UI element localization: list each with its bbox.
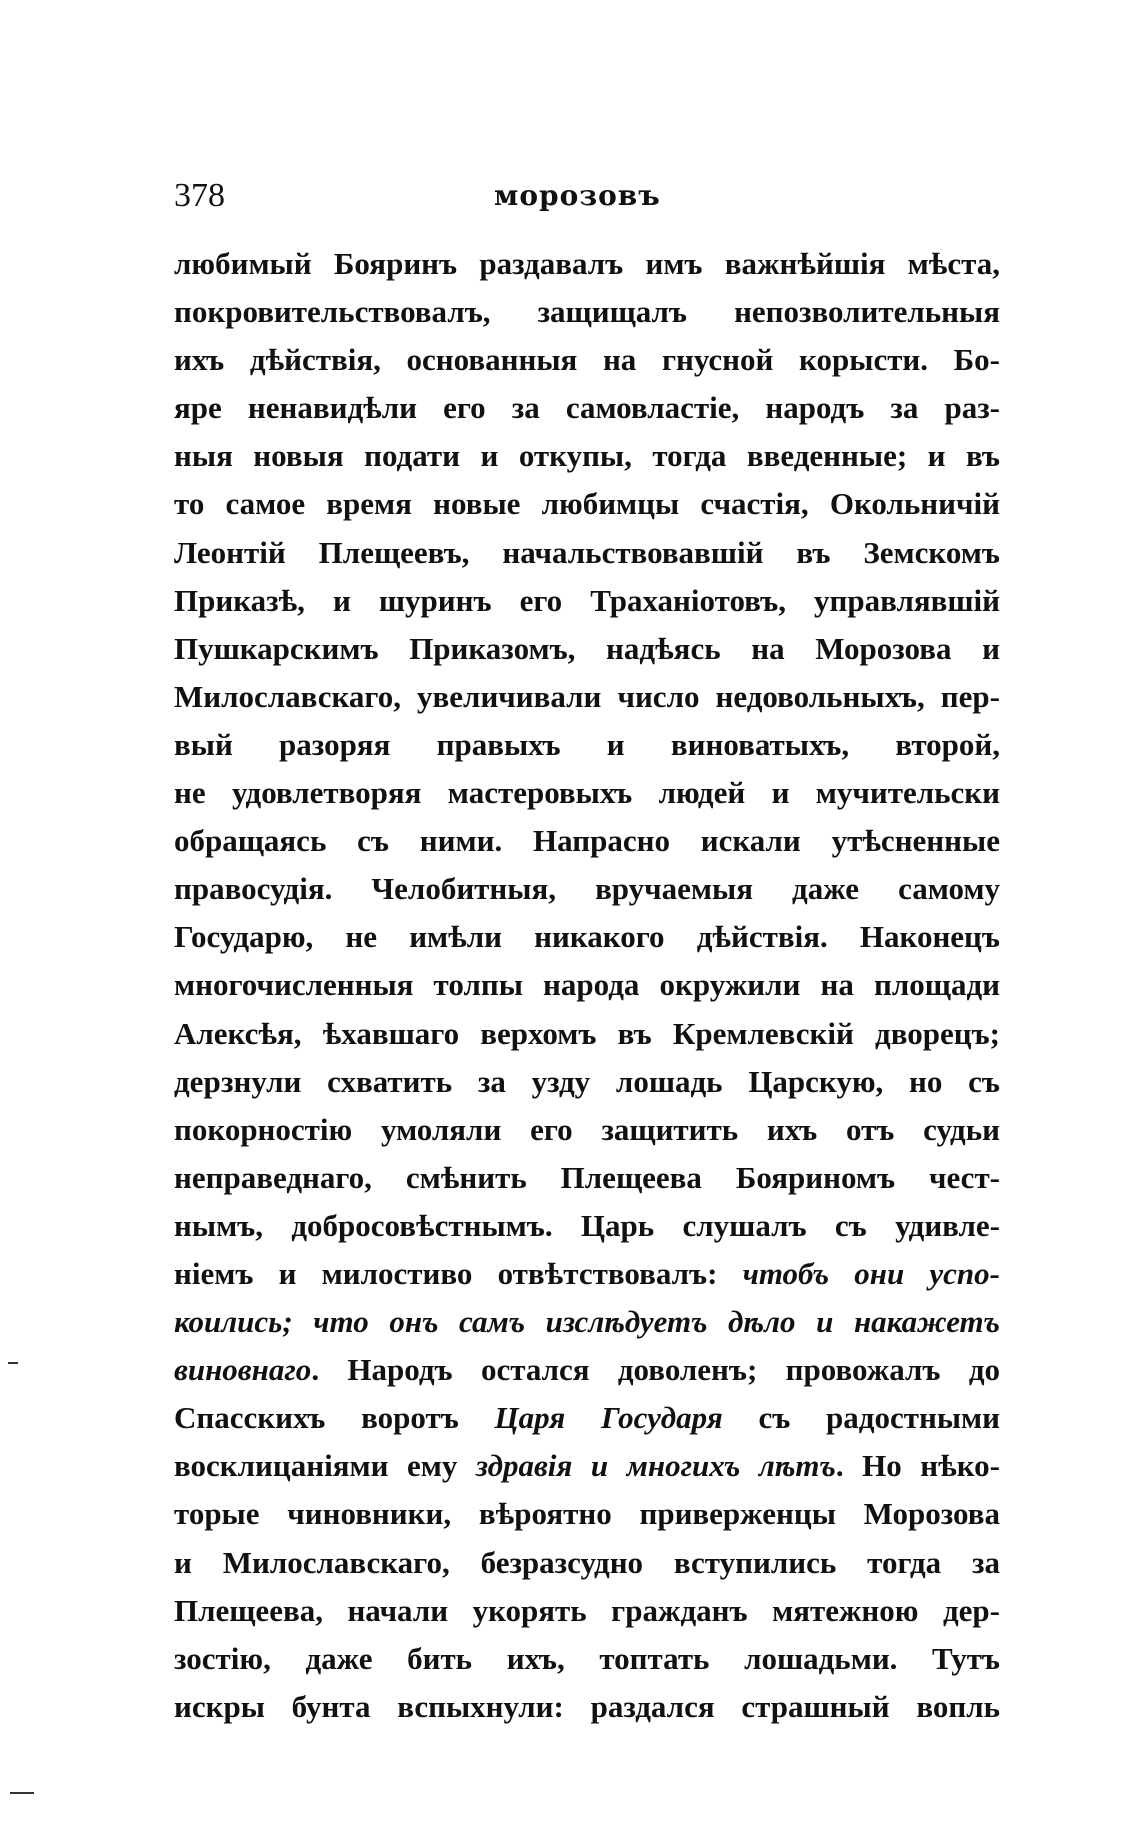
text-line [174, 1635, 1000, 1683]
text-segment: ніемъ и милостиво отвѣтствовалъ: [174, 1255, 743, 1291]
text-line [174, 1058, 1000, 1106]
italic-text: виновнаго [174, 1352, 312, 1388]
italic-text: коились; что онъ самъ изслѣдуетъ дѣло и накажетъ [174, 1304, 1000, 1340]
text-line [174, 336, 1000, 384]
text-line [174, 240, 1000, 288]
text-segment: восклицаніями ему [174, 1448, 476, 1484]
text-segment: съ радостными [722, 1400, 1000, 1436]
italic-text: чтобъ они успо- [742, 1255, 1000, 1291]
text-line [174, 480, 1000, 528]
text-line [174, 1298, 1000, 1346]
page-header [174, 176, 1000, 220]
italic-text: здравія и многихъ лѣтъ [475, 1448, 836, 1484]
text-segment: правосудія. Челобитныя, вручаемыя даже самому [174, 871, 1000, 907]
text-segment: Пушкарскимъ Приказомъ, надѣясь на Морозова и [174, 630, 1000, 666]
text-line [174, 1250, 1000, 1298]
text-segment: ихъ дѣйствія, основанныя на гнусной корысти. Бо- [174, 342, 1000, 378]
text-segment: покровительствовалъ, защищалъ непозволительныя [174, 294, 1000, 330]
text-segment: и Милославскаго, безразсудно вступились тогда за [174, 1544, 1000, 1580]
text-segment: то самое время новые любимцы счастія, Окольничій [174, 486, 1000, 522]
text-line [174, 913, 1000, 961]
text-line [174, 769, 1000, 817]
text-segment: ныя новыя подати и откупы, тогда введенные; и въ [174, 438, 1000, 474]
text-line [174, 432, 1000, 480]
text-segment: искры бунта вспыхнули: раздался страшный вопль [174, 1688, 1000, 1724]
text-segment: Леонтій Плещеевъ, начальствовавшій въ Земскомъ [174, 534, 1000, 570]
text-segment: Приказѣ, и шуринъ его Траханіотовъ, управлявшій [174, 582, 1000, 618]
text-line [174, 1394, 1000, 1442]
text-segment: торые чиновники, вѣроятно приверженцы Морозова [174, 1496, 1000, 1532]
text-line [174, 817, 1000, 865]
text-line [174, 1587, 1000, 1635]
text-line [174, 625, 1000, 673]
text-segment: Государю, не имѣли никакого дѣйствія. Наконецъ [174, 919, 1000, 955]
text-segment: . Но нѣко- [835, 1448, 1000, 1484]
text-segment: вый разоряя правыхъ и виноватыхъ, второй, [174, 726, 1000, 762]
text-segment: яре ненавидѣли его за самовластіе, народъ за раз- [174, 390, 1000, 426]
text-segment: . Народъ остался доволенъ; провожалъ до [311, 1352, 1000, 1388]
italic-text: Царя Государя [494, 1400, 723, 1436]
text-line [174, 577, 1000, 625]
text-line [174, 1010, 1000, 1058]
text-line [174, 288, 1000, 336]
text-segment: зостію, даже бить ихъ, топтать лошадьми. Тутъ [174, 1640, 1000, 1676]
text-segment: Милославскаго, увеличивали число недовольныхъ, пер- [174, 678, 1000, 714]
text-line [174, 721, 1000, 769]
margin-mark [8, 1362, 18, 1364]
text-segment: обращаясь съ ними. Напрасно искали утѣсненные [174, 823, 1000, 859]
text-line [174, 1202, 1000, 1250]
text-line [174, 1106, 1000, 1154]
text-segment: нымъ, добросовѣстнымъ. Царь слушалъ съ удивле- [174, 1207, 1000, 1243]
text-segment: покорностію умоляли его защитить ихъ отъ судьи [174, 1111, 1000, 1147]
text-line [174, 961, 1000, 1009]
margin-mark [10, 1792, 34, 1794]
body-text [174, 240, 1000, 1731]
text-line [174, 673, 1000, 721]
text-segment: Спасскихъ воротъ [174, 1400, 495, 1436]
text-segment: многочисленныя толпы народа окружили на площади [174, 967, 1000, 1003]
text-line [174, 529, 1000, 577]
text-line [174, 1490, 1000, 1538]
text-line [174, 384, 1000, 432]
text-line [174, 1442, 1000, 1490]
text-segment: любимый Бояринъ раздавалъ имъ важнѣйшія мѣста, [174, 246, 1000, 281]
text-segment: дерзнули схватить за узду лошадь Царскую, но съ [174, 1063, 1000, 1099]
text-line [174, 865, 1000, 913]
running-head: морозовъ [494, 179, 661, 212]
text-line [174, 1154, 1000, 1202]
text-segment: Алексѣя, ѣхавшаго верхомъ въ Кремлевскій дворецъ; [174, 1015, 1000, 1051]
page-number: 378 [174, 177, 225, 214]
text-line [174, 1683, 1000, 1731]
text-segment: не удовлетворяя мастеровыхъ людей и мучительски [174, 775, 1000, 811]
text-segment: Плещеева, начали укорять гражданъ мятежною дер- [174, 1592, 1000, 1628]
text-segment: неправеднаго, смѣнить Плещеева Бояриномъ чест- [174, 1159, 1000, 1195]
text-line [174, 1539, 1000, 1587]
text-line [174, 1346, 1000, 1394]
